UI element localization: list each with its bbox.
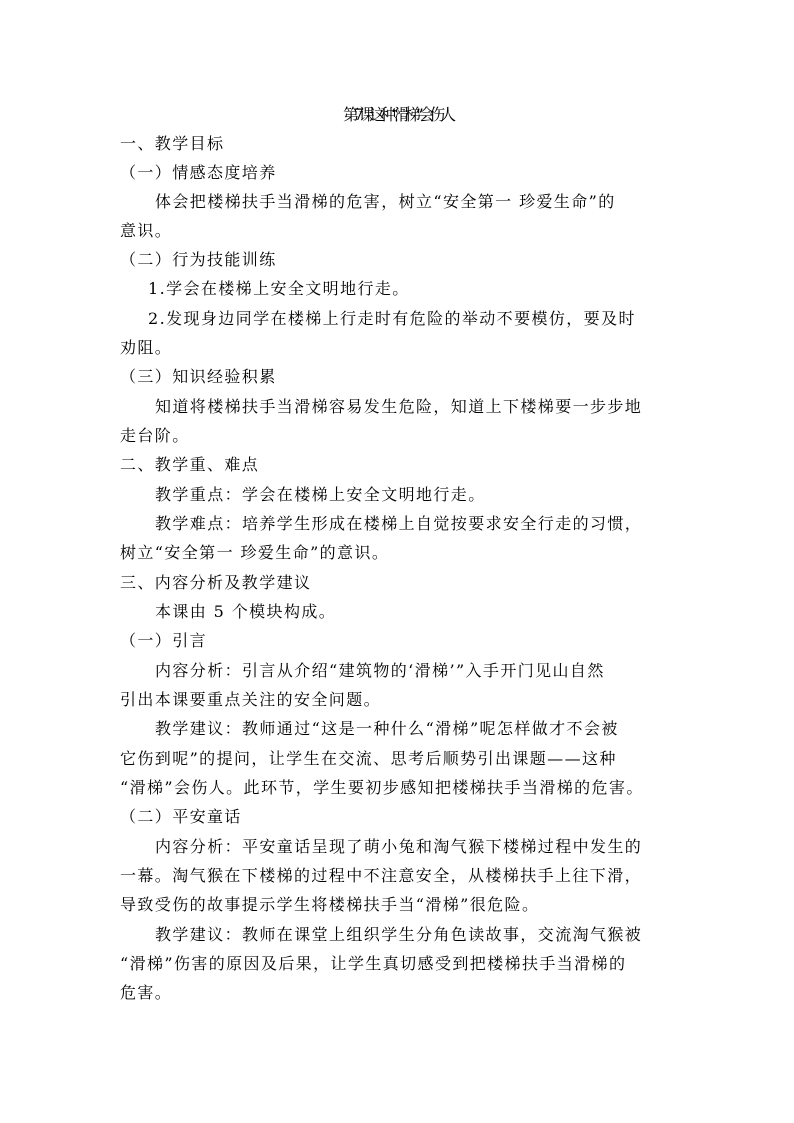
list-item: 2.发现身边同学在楼梯上行走时有危险的举动不要模仿，要及时 bbox=[148, 309, 636, 328]
paragraph-line: 引出本课要重点关注的安全问题。 bbox=[120, 690, 382, 709]
paragraph-line: 危害。 bbox=[120, 983, 173, 1002]
paragraph-line: 教学建议：教师在课堂上组织学生分角色读故事，交流淘气猴被 bbox=[155, 925, 643, 944]
paragraph-line: 劝阻。 bbox=[120, 338, 173, 357]
paragraph-line: 走台阶。 bbox=[120, 426, 190, 445]
list-item: 1.学会在楼梯上安全文明地行走。 bbox=[148, 279, 410, 298]
paragraph-line: 树立“安全第一 珍爱生命”的意识。 bbox=[120, 543, 390, 562]
paragraph-line: 意识。 bbox=[120, 221, 173, 240]
subsection-heading: （二）平安童话 bbox=[120, 807, 242, 826]
subsection-heading: （三）知识经验积累 bbox=[120, 367, 277, 386]
paragraph-line: 教学建议：教师通过“这是一种什么“滑梯”呢怎样做才不会被 bbox=[155, 719, 619, 738]
paragraph-line: “滑梯”伤害的原因及后果，让学生真切感受到把楼梯扶手当滑梯的 bbox=[120, 954, 627, 973]
paragraph-line: 一幕。淘气猴在下楼梯的过程中不注意安全，从楼梯扶手上往下滑， bbox=[120, 866, 643, 885]
subsection-heading: （一）情感态度培养 bbox=[120, 163, 277, 182]
page-title: 第 7 课 这种“滑梯”会伤人 bbox=[343, 105, 451, 124]
section-heading-content-analysis: 三、内容分析及教学建议 bbox=[120, 573, 312, 592]
paragraph-line: 体会把楼梯扶手当滑梯的危害，树立“安全第一 珍爱生命”的 bbox=[155, 192, 616, 211]
paragraph-line: 内容分析：平安童话呈现了萌小兔和淘气猴下楼梯过程中发生的 bbox=[155, 837, 643, 856]
paragraph-line: 导致受伤的故事提示学生将楼梯扶手当“滑梯”很危险。 bbox=[120, 895, 540, 914]
paragraph-line: 它伤到呢”的提问，让学生在交流、思考后顺势引出课题——这种 bbox=[120, 749, 617, 768]
paragraph-line: 教学难点：培养学生形成在楼梯上自觉按要求安全行走的习惯， bbox=[155, 514, 643, 533]
section-heading-key-points: 二、教学重、难点 bbox=[120, 455, 260, 474]
paragraph-line: 知道将楼梯扶手当滑梯容易发生危险，知道上下楼梯要一步步地 bbox=[155, 397, 643, 416]
section-heading-objectives: 一、教学目标 bbox=[120, 134, 225, 153]
paragraph-line: 教学重点：学会在楼梯上安全文明地行走。 bbox=[155, 485, 486, 504]
subsection-heading: （一）引言 bbox=[120, 631, 208, 650]
paragraph-line: 内容分析：引言从介绍“建筑物的‘滑梯’”入手开门见山自然 bbox=[155, 661, 605, 680]
paragraph-line: 本课由 5 个模块构成。 bbox=[155, 602, 337, 621]
subsection-heading: （二）行为技能训练 bbox=[120, 250, 277, 269]
paragraph-line: “滑梯”会伤人。此环节，学生要初步感知把楼梯扶手当滑梯的危害。 bbox=[120, 778, 644, 797]
